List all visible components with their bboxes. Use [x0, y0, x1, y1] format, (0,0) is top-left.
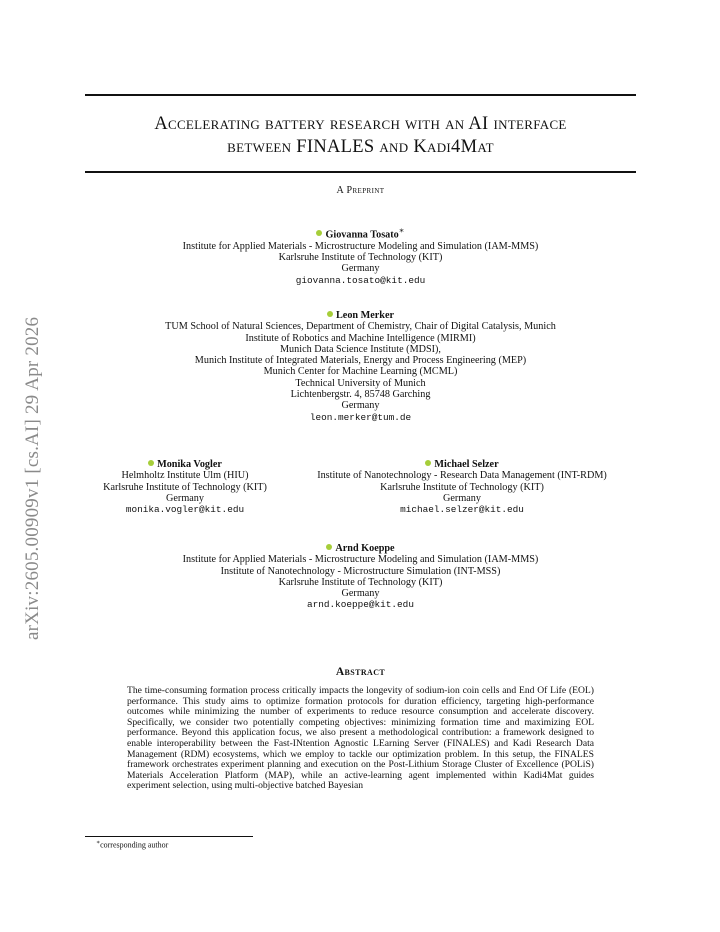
title-line-1: Accelerating battery research with an AI interface [154, 114, 567, 134]
affiliation: Munich Institute of Integrated Materials, Energy and Process Engineering (MEP) [194, 355, 527, 367]
title-bottom-rule [85, 171, 636, 173]
affiliation: Munich Data Science Institute (MDSI), [280, 343, 441, 355]
author-email[interactable]: leon.merker@tum.de [309, 411, 412, 423]
abstract-body [127, 686, 594, 792]
arxiv-identifier: arXiv:2605.00909v1 [cs.AI] 29 Apr 2026 [22, 316, 43, 640]
affiliation: Institute of Nanotechnology - Research Data Management (INT-RDM) [317, 470, 607, 482]
author-name: Giovanna Tosato [325, 229, 399, 241]
affiliation: Institute of Nanotechnology - Microstructure Simulation (INT-MSS) [220, 565, 501, 577]
affiliation: Karlsruhe Institute of Technology (KIT) [103, 481, 267, 493]
affiliation: Institute of Robotics and Machine Intelligence (MIRMI) [245, 332, 476, 344]
author-email[interactable]: michael.selzer@kit.edu [400, 504, 524, 516]
title-top-rule [85, 94, 636, 96]
affiliation: Institute for Applied Materials - Microstructure Modeling and Simulation (IAM-MMS) [182, 554, 539, 566]
preprint-label: A Preprint [336, 185, 385, 196]
orcid-icon[interactable] [425, 460, 431, 466]
affiliation: Karlsruhe Institute of Technology (KIT) [380, 481, 544, 493]
author-name: Monika Vogler [157, 459, 222, 470]
affiliation: TUM School of Natural Sciences, Department of Chemistry, Chair of Digital Catalysis, Munich [165, 321, 556, 333]
affiliation: Helmholtz Institute Ulm (HIU) [121, 470, 249, 482]
orcid-icon[interactable] [316, 230, 322, 236]
affiliation: Germany [341, 588, 380, 600]
author-email[interactable]: giovanna.tosato@kit.edu [295, 274, 426, 286]
author-email[interactable]: monika.vogler@kit.edu [125, 504, 245, 516]
affiliation: Germany [166, 492, 204, 504]
abstract-heading: Abstract [335, 666, 386, 678]
affiliation: Germany [341, 400, 380, 412]
affiliation: Munich Center for Machine Learning (MCML) [263, 366, 458, 378]
author-name: Arnd Koeppe [335, 543, 395, 554]
title-line-2: between FINALES and Kadi4Mat [227, 137, 494, 157]
orcid-icon[interactable] [148, 460, 154, 466]
affiliation: Germany [341, 263, 380, 275]
corresponding-mark: ∗ [398, 225, 405, 235]
footnote-mark: ∗ [96, 840, 101, 846]
author-email[interactable]: arnd.koeppe@kit.edu [307, 599, 414, 611]
footnote [96, 839, 168, 850]
affiliation: Karlsruhe Institute of Technology (KIT) [278, 251, 443, 263]
author-block-selzer [288, 459, 636, 515]
author-block-vogler [85, 459, 285, 515]
affiliation: Karlsruhe Institute of Technology (KIT) [278, 576, 443, 588]
footnote-text: corresponding author [100, 840, 169, 850]
affiliation: Institute for Applied Materials - Microstructure Modeling and Simulation (IAM-MMS) [182, 240, 539, 252]
abstract-text: The time-consuming formation process critically impacts the longevity of sodium-ion coin cells and End Of Life (EOL) performance. This study aims to optimize formation protocols for duration efficiency, targeting high-performance outcomes while minimizing the number of experiments to reduce resource consumption and accelerate discovery. Specifically, we consider two potentially competing objectives: minimizing formation time and maximizing EOL performance. Beyond this application focus, we also present a methodological contribution: a framework designed to enable interoperability between the Fast-INtention Agnostic LEarning Server (FINALES) and Kadi Research Data Management (RDM) ecosystems, which we employ to tackle our optimization problem. In this setup, the FINALES framework orchestrates experiment planning and execution on the Post-Lithium Storage Cluster of Excellence (POLiS) Materials Acceleration Platform (MAP), while an active-learning agent implemented within Kadi4Mat guides experiment selection, using multi-objective batched Bayesian [127, 685, 594, 792]
paper-title [85, 113, 636, 159]
author-block-koeppe [85, 543, 636, 611]
affiliation: Technical University of Munich [295, 377, 426, 389]
author-block-merker [85, 310, 636, 423]
author-name: Michael Selzer [434, 459, 499, 470]
orcid-icon[interactable] [327, 311, 333, 317]
author-block-tosato [85, 225, 636, 286]
footnote-rule [85, 836, 253, 837]
affiliation: Lichtenbergstr. 4, 85748 Garching [290, 389, 431, 401]
orcid-icon[interactable] [326, 544, 332, 550]
author-name: Leon Merker [336, 310, 394, 321]
affiliation: Germany [443, 492, 481, 504]
